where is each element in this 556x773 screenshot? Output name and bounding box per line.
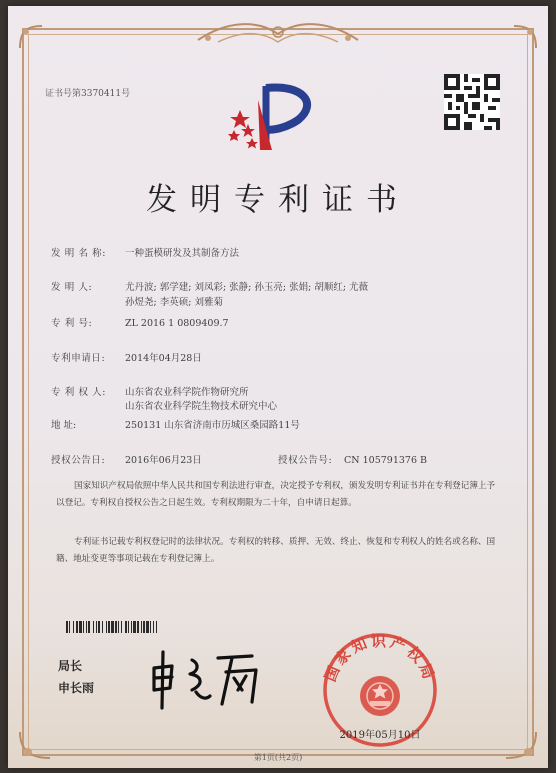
certificate-paragraph-2: 专利证书记载专利权登记时的法律状况。专利权的转移、质押、无效、终止、恢复和专利权人的姓名或名称、国籍、地址变更等事项记载在专利登记簿上。 [56,537,496,564]
inventors-line-2: 孙煜尧; 李英硕; 刘雅菊 [125,297,223,308]
signature-icon [148,646,268,712]
address-value: 250131 山东省济南市历城区桑园路11号 [125,420,300,431]
grant-number-value: CN 105791376 B [344,455,427,466]
grant-date-label: 授权公告日: [51,455,106,466]
page-title: 发明专利证书 [146,182,410,218]
national-emblem-icon [360,676,400,716]
director-title: 局长 [58,659,83,673]
top-ornament-icon [188,16,368,52]
patentee-line-1: 山东省农业科学院作物研究所 [125,387,249,398]
patentee-line-2: 山东省农业科学院生物技术研究中心 [125,401,278,412]
inventors-line-1: 尤丹波; 郭学建; 刘凤彩; 张静; 孙玉亮; 张娟; 胡顺红; 尤薇 [125,282,369,293]
filing-date-value: 2014年04月28日 [125,353,202,364]
filing-date-label: 专利申请日: [51,353,106,364]
certificate-paragraph-1: 国家知识产权局依照中华人民共和国专利法进行审查，决定授予专利权，颁发发明专利证书并在专利登记簿上予以登记。专利权自授权公告之日起生效。专利权期限为二十年，自申请日起算。 [56,481,496,508]
certificate-sheet [8,6,548,768]
barcode-icon [66,621,252,633]
official-seal-icon [314,622,446,750]
seal-text: 国家知识产权局 [321,632,439,685]
patent-number-value: ZL 2016 1 0809409.7 [125,318,229,329]
patent-office-logo-icon [226,80,326,156]
corner-ornament-icon [510,22,540,52]
invention-name-value: 一种蛋模研发及其制备方法 [125,248,240,259]
director-name: 申长雨 [58,681,95,695]
patent-number-label: 专 利 号: [51,318,93,329]
address-label: 地 址: [51,420,77,431]
barcode-stripe [157,621,160,633]
patentee-label: 专 利 权 人: [51,387,107,398]
qr-code-icon [444,74,500,130]
certificate-number: 证书号第3370411号 [45,89,131,99]
grant-date-value: 2016年06月23日 [125,455,202,466]
page-footer: 第1页(共2页) [253,753,303,762]
inventors-label: 发 明 人: [51,282,93,293]
invention-name-label: 发 明 名 称: [51,248,107,259]
seal-date: 2019年05月10日 [339,730,421,741]
corner-ornament-icon [16,22,46,52]
grant-number-label: 授权公告号: [278,455,333,466]
